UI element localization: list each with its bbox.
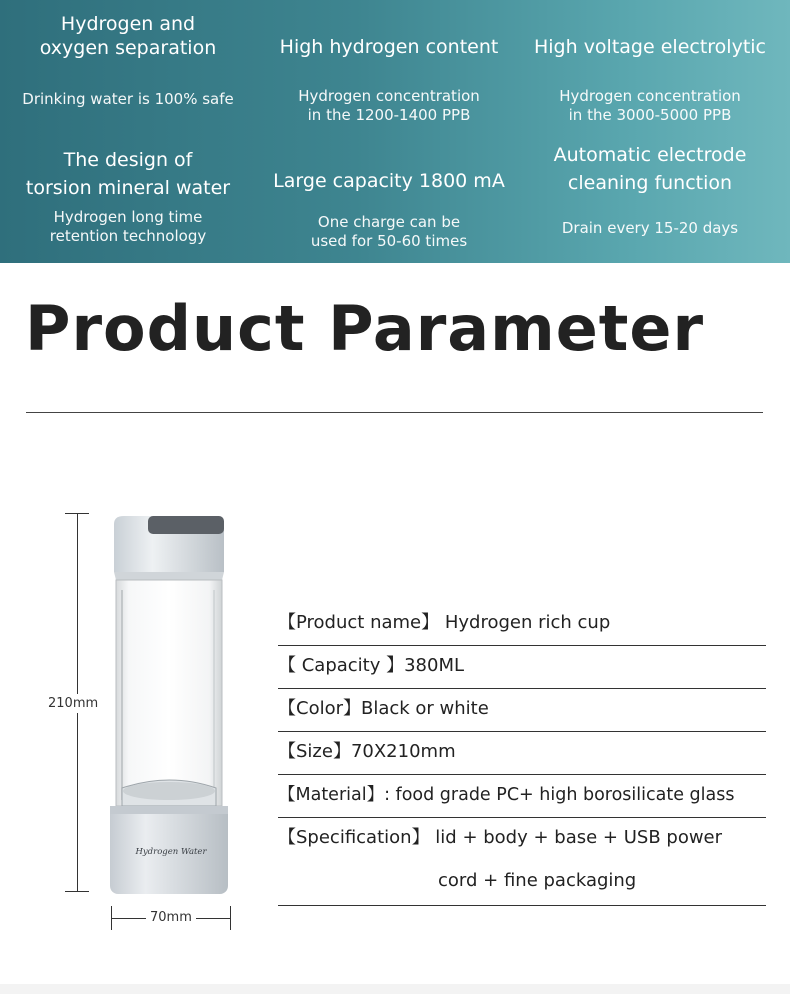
feature-sub: Hydrogen concentration in the 1200-1400 PPB [298, 87, 480, 124]
electrode-top [123, 782, 215, 800]
feature-banner [0, 0, 790, 263]
feature-large-capacity [259, 169, 519, 251]
spec-row-size [278, 732, 766, 775]
feature-heading: Automatic electrode cleaning function [553, 144, 747, 194]
width-dimension-left-cap [111, 906, 112, 930]
page-title: Product Parameter [25, 292, 705, 365]
spec-text: 【Size】70X210mm [278, 741, 456, 762]
spec-text: 【Material】: food grade PC+ high borosilicate glass [278, 785, 735, 805]
spec-row-color [278, 689, 766, 732]
spec-row-capacity [278, 646, 766, 689]
height-dimension-bottom-cap [65, 891, 89, 892]
spec-row-specification [278, 818, 766, 906]
spec-table [278, 603, 766, 906]
height-dimension-top-cap [65, 513, 89, 514]
feature-heading: The design of torsion mineral water [25, 149, 231, 199]
spec-text-continued: cord + fine packaging [438, 870, 637, 891]
feature-separation [0, 12, 258, 109]
spec-text: 【 Capacity 】380ML [278, 655, 465, 676]
title-divider [26, 412, 763, 413]
feature-sub: Drinking water is 100% safe [22, 90, 234, 108]
base-rim [110, 806, 228, 814]
feature-hydrogen-content [259, 35, 519, 125]
width-dimension-label: 70mm [146, 910, 196, 925]
feature-sub: Drain every 15-20 days [561, 219, 739, 237]
feature-heading: Large capacity 1800 mA [273, 170, 505, 192]
feature-sub: Hydrogen long time retention technology [49, 208, 207, 245]
feature-heading: High hydrogen content [279, 36, 499, 58]
bottle-glass [116, 580, 222, 806]
feature-heading: Hydrogen and oxygen separation [39, 13, 217, 59]
feature-heading: High voltage electrolytic [533, 36, 766, 58]
feature-sub: Hydrogen concentration in the 3000-5000 PPB [559, 87, 741, 124]
spec-text: 【Color】Black or white [278, 698, 489, 719]
base-label: Hydrogen Water [135, 847, 207, 857]
width-dimension-right-cap [230, 906, 231, 930]
spec-text: 【Specification】 lid + body + base + USB power [278, 827, 723, 848]
spec-row-material [278, 775, 766, 818]
bottom-strip [0, 984, 790, 994]
feature-high-voltage [520, 35, 780, 125]
height-dimension-label: 210mm [48, 696, 99, 711]
feature-torsion-design [0, 146, 258, 246]
feature-electrode-cleaning [520, 141, 780, 238]
spec-text: 【Product name】 Hydrogen rich cup [278, 612, 611, 633]
cap-rim [114, 572, 224, 580]
spec-row-product-name [278, 603, 766, 646]
bottle-image [100, 510, 240, 900]
feature-sub: One charge can be used for 50-60 times [310, 213, 468, 250]
cap-button [148, 516, 224, 534]
